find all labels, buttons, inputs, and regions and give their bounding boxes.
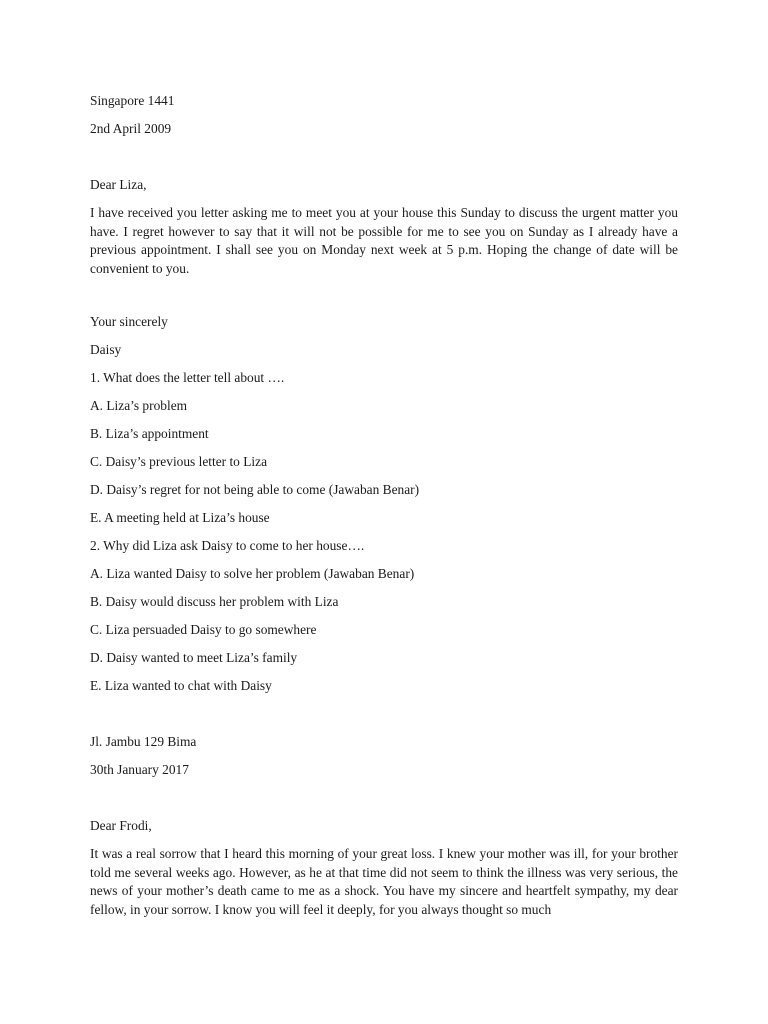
letter1-salutation: Dear Liza, xyxy=(90,177,147,192)
question-1-option-a: A. Liza’s problem xyxy=(90,398,188,413)
question-2: 2. Why did Liza ask Daisy to come to her house…. xyxy=(90,538,365,553)
question-1-option-b: B. Liza’s appointment xyxy=(90,426,209,441)
question-1-option-e: E. A meeting held at Liza’s house xyxy=(90,510,270,525)
letter1-closing: Your sincerely xyxy=(90,314,168,329)
question-2-option-d: D. Daisy wanted to meet Liza’s family xyxy=(90,650,298,665)
question-1-option-c: C. Daisy’s previous letter to Liza xyxy=(90,454,268,469)
letter2-date: 30th January 2017 xyxy=(90,762,189,777)
letter1-address: Singapore 1441 xyxy=(90,93,175,108)
question-2-option-a: A. Liza wanted Daisy to solve her problem (Jawaban Benar) xyxy=(90,566,415,581)
letter1-signature: Daisy xyxy=(90,342,122,357)
letter1-date: 2nd April 2009 xyxy=(90,121,172,136)
letter1-body: I have received you letter asking me to meet you at your house this Sunday to discuss the urgent matter you have. I regret however to say that it will not be possible for me to see you on Sunday as I already have a previous appointment. I shall see you on Monday next week at 5 p.m. Hoping the change of date will be convenient to you. xyxy=(90,205,678,276)
letter2-body: It was a real sorrow that I heard this morning of your great loss. I knew your mother was ill, for your brother told me several weeks ago. However, as he at that time did not seem to think the illness was very serious, the news of your mother’s death came to me as a shock. You have my sincere and heartfelt sympathy, my dear fellow, in your sorrow. I know you will feel it deeply, for you always thought so much xyxy=(90,846,678,917)
question-1-option-d: D. Daisy’s regret for not being able to come (Jawaban Benar) xyxy=(90,482,420,497)
question-2-option-b: B. Daisy would discuss her problem with Liza xyxy=(90,594,339,609)
letter2-salutation: Dear Frodi, xyxy=(90,818,152,833)
question-2-option-e: E. Liza wanted to chat with Daisy xyxy=(90,678,272,693)
question-2-option-c: C. Liza persuaded Daisy to go somewhere xyxy=(90,622,317,637)
question-1: 1. What does the letter tell about …. xyxy=(90,370,285,385)
letter2-address: Jl. Jambu 129 Bima xyxy=(90,734,197,749)
